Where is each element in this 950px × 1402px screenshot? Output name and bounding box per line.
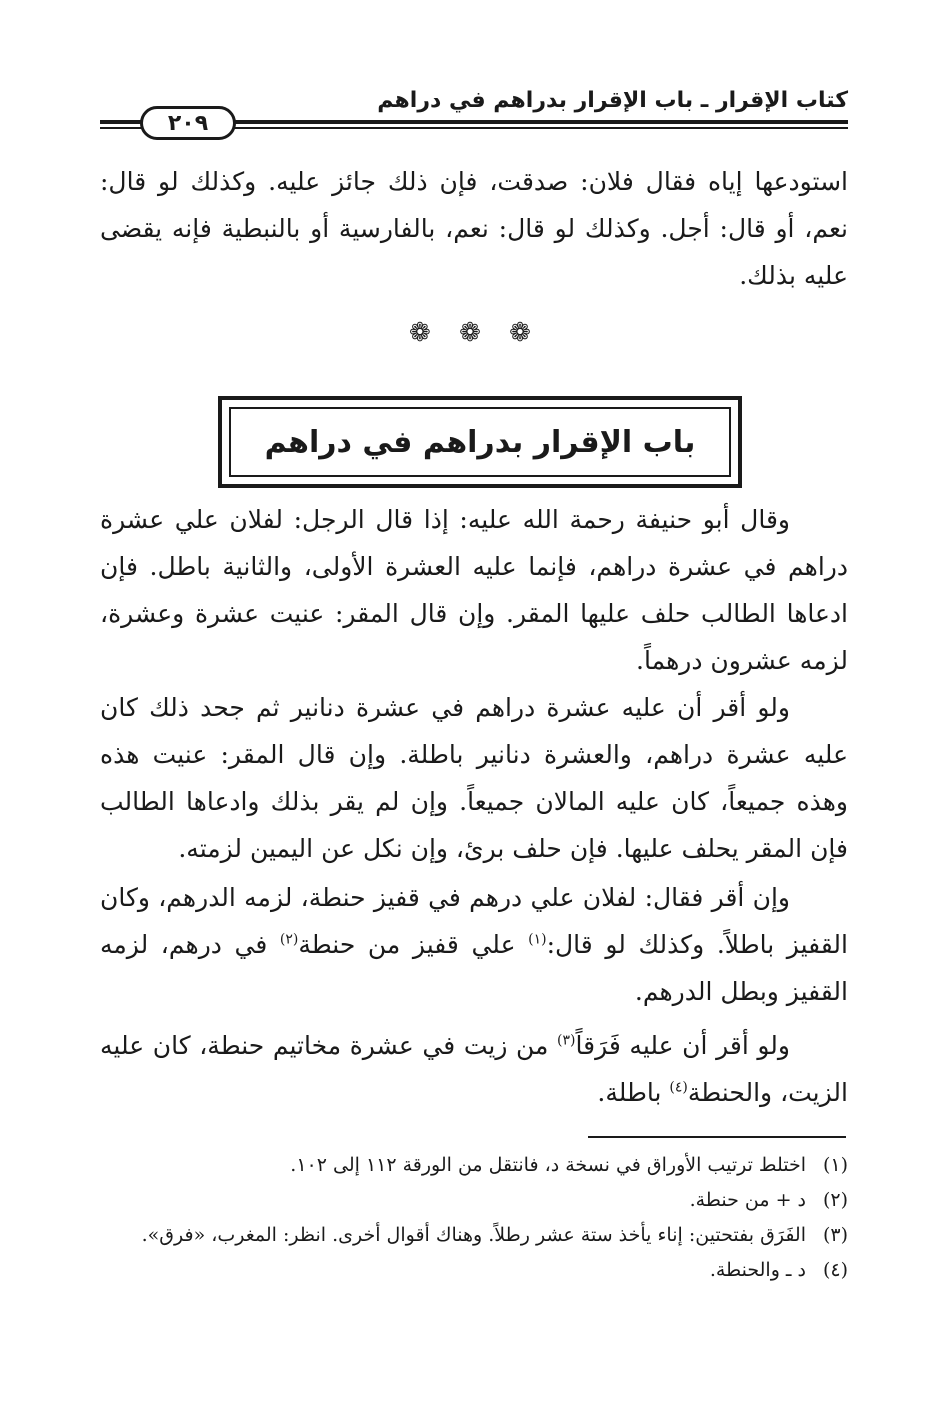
paragraph-4-part-a: ولو أقر أن عليه فَرَقاً <box>575 1031 790 1060</box>
running-header <box>100 76 848 136</box>
footnote-number: (١) <box>822 1154 848 1176</box>
footnote-text: الفَرَق بفتحتين: إناء يأخذ ستة عشر رطلاً. وهناك أقوال أخرى. انظر: المغرب، «فرق». <box>141 1224 806 1246</box>
chapter-title-frame <box>218 396 742 488</box>
paragraph-4-part-c: باطلة. <box>597 1078 670 1107</box>
intro-line-1: استودعها إياه فقال فلان: صدقت، فإن ذلك جائز عليه. وكذلك لو قال: <box>100 167 848 196</box>
footnote-ref-2: (٢) <box>279 931 299 948</box>
footnote-item <box>100 1148 848 1183</box>
footnote-text: د + من حنطة. <box>689 1189 806 1211</box>
paragraph-4-part-b: من زيت في عشرة مخاتيم حنطة، كان عليه الزيت، والحنطة <box>100 1031 848 1107</box>
intro-text <box>100 158 848 299</box>
footnote-number: (٢) <box>822 1189 848 1211</box>
paragraph-4-text <box>100 1022 848 1116</box>
paragraph-2 <box>100 684 848 872</box>
intro-line-2: نعم، أو قال: أجل. وكذلك لو قال: نعم، بالفارسية أو بالنبطية فإنه يقضى <box>100 214 848 243</box>
footnote-ref-3: (٣) <box>557 1032 576 1049</box>
paragraph-1-text: وقال أبو حنيفة رحمة الله عليه: إذا قال الرجل: لفلان علي عشرة دراهم في عشرة دراهم، فإنما عليه العشرة الأولى، والثانية باطل. فإن ادعاها الطالب حلف عليها المقر. وإن قال المقر: عنيت عشرة وعشرة، لزمه عشرون درهماً. <box>100 505 848 675</box>
footnote-separator <box>588 1136 846 1138</box>
chapter-title: باب الإقرار بدراهم في دراهم <box>229 407 731 477</box>
paragraph-3 <box>100 874 848 1015</box>
header-title: كتاب الإقرار ـ باب الإقرار بدراهم في دراهم <box>377 88 848 113</box>
footnote-number: (٣) <box>822 1224 848 1246</box>
paragraph-3-part-b: علي قفيز من حنطة <box>298 930 529 959</box>
footnote-ref-1: (١) <box>528 931 547 948</box>
intro-paragraph <box>100 158 848 299</box>
footnote-text: اختلط ترتيب الأوراق في نسخة د، فانتقل من الورقة ١١٢ إلى ١٠٢. <box>290 1154 806 1176</box>
footnote-item <box>100 1183 848 1218</box>
footnote-ref-4: (٤) <box>669 1079 688 1096</box>
paragraph-3-part-c: في درهم، لزمه القفيز وبطل الدرهم. <box>100 930 848 1006</box>
page-number: ٢٠٩ <box>140 106 236 140</box>
paragraph-2-text: ولو أقر أن عليه عشرة دراهم في عشرة دنانير ثم جحد ذلك كان عليه عشرة دراهم، والعشرة دنانير باطلة. وإن قال المقر: عنيت هذه وهذه جميعاً، كان عليه المالان جميعاً. وإن لم يقر بذلك وادعاها الطالب فإن المقر يحلف عليها. فإن حلف برئ، وإن نكل عن اليمين لزمته. <box>100 693 848 863</box>
intro-line-3: عليه بذلك. <box>739 261 848 290</box>
paragraph-4 <box>100 1022 848 1116</box>
paragraph-3-text <box>100 874 848 1015</box>
section-ornament: ❁ ❁ ❁ <box>409 318 541 348</box>
footnote-text: د ـ والحنطة. <box>709 1259 806 1281</box>
footnote-item <box>100 1218 848 1253</box>
footnote-item <box>100 1253 848 1288</box>
paragraph-3-part-a: وإن أقر فقال: لفلان علي درهم في قفيز حنطة، لزمه الدرهم، وكان القفيز باطلاً. وكذلك لو قال: <box>100 883 848 959</box>
footnote-number: (٤) <box>822 1259 848 1281</box>
footnotes <box>100 1148 848 1288</box>
paragraph-1 <box>100 496 848 684</box>
